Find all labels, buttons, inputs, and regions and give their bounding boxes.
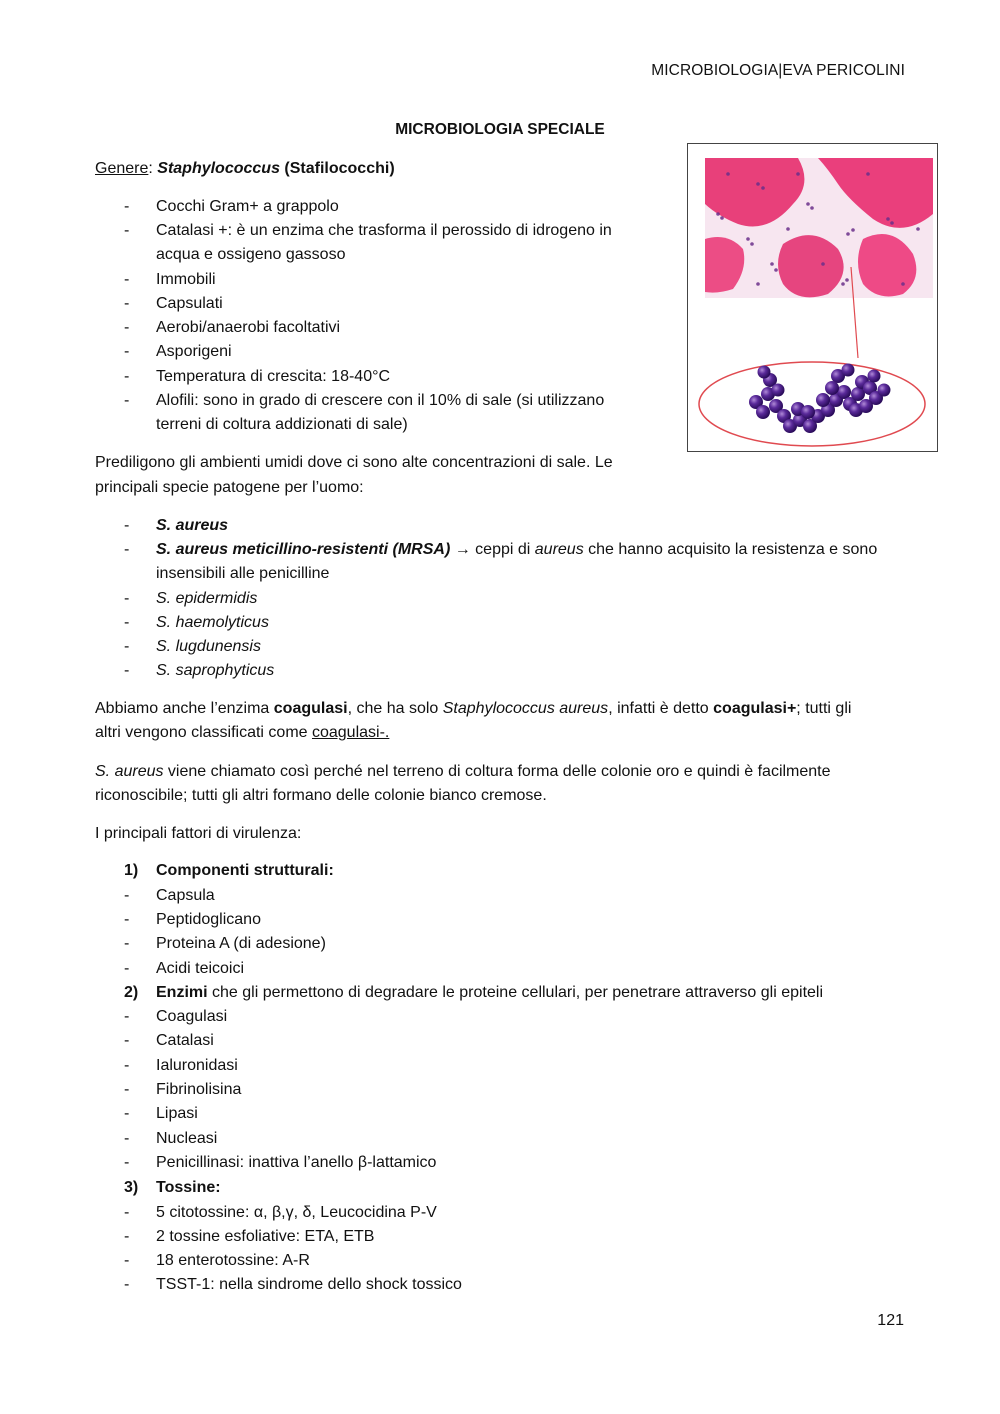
aureus-paragraph-line: S. aureus viene chiamato così perché nel terreno di coltura forma delle colonie oro e quindi è facilmente xyxy=(95,763,831,780)
feature-item: Immobili xyxy=(156,271,216,288)
section-number: 2) xyxy=(124,984,139,1001)
list-dash: - xyxy=(124,1081,130,1098)
page-header: MICROBIOLOGIA|EVA PERICOLINI xyxy=(651,62,905,79)
feature-item: Temperatura di crescita: 18-40°C xyxy=(156,368,391,385)
enzyme-item: Fibrinolisina xyxy=(156,1081,242,1098)
species-item-mrsa-continued: insensibili alle penicilline xyxy=(156,565,330,582)
section-heading-structural: Componenti strutturali: xyxy=(156,862,334,879)
list-dash: - xyxy=(124,1057,130,1074)
section-number: 1) xyxy=(124,862,139,879)
structural-item: Acidi teicoici xyxy=(156,960,245,977)
coagulase-paragraph-line: Abbiamo anche l’enzima coagulasi, che ha solo Staphylococcus aureus, infatti è detto coagulasi+; tutti gli xyxy=(95,700,852,717)
feature-item: Catalasi +: è un enzima che trasforma il perossido di idrogeno in xyxy=(156,222,612,239)
list-dash: - xyxy=(124,541,130,558)
list-dash: - xyxy=(124,319,130,336)
species-item: S. aureus xyxy=(156,517,229,534)
list-dash: - xyxy=(124,1154,130,1171)
enzyme-item: Penicillinasi: inattiva l’anello β-lattamico xyxy=(156,1154,437,1171)
feature-item: Capsulati xyxy=(156,295,223,312)
intro-paragraph-line: principali specie patogene per l’uomo: xyxy=(95,479,364,496)
list-dash: - xyxy=(124,1276,130,1293)
list-dash: - xyxy=(124,911,130,928)
structural-item: Capsula xyxy=(156,887,215,904)
list-dash: - xyxy=(124,271,130,288)
list-dash: - xyxy=(124,638,130,655)
toxin-item: 5 citotossine: α, β,γ, δ, Leucocidina P-V xyxy=(156,1204,437,1221)
enzyme-item: Lipasi xyxy=(156,1105,198,1122)
intro-paragraph-line: Prediligono gli ambienti umidi dove ci sono alte concentrazioni di sale. Le xyxy=(95,454,613,471)
list-dash: - xyxy=(124,1130,130,1147)
list-dash: - xyxy=(124,1228,130,1245)
enzyme-item: Nucleasi xyxy=(156,1130,218,1147)
list-dash: - xyxy=(124,1204,130,1221)
list-dash: - xyxy=(124,368,130,385)
list-dash: - xyxy=(124,517,130,534)
toxin-item: 18 enterotossine: A-R xyxy=(156,1252,310,1269)
section-heading-enzymes: Enzimi che gli permettono di degradare le proteine cellulari, per penetrare attraverso gli epiteli xyxy=(156,984,824,1001)
page-title: MICROBIOLOGIA SPECIALE xyxy=(395,121,605,138)
feature-item: Alofili: sono in grado di crescere con il 10% di sale (si utilizzano xyxy=(156,392,605,409)
species-item: S. saprophyticus xyxy=(156,662,275,679)
list-dash: - xyxy=(124,343,130,360)
list-dash: - xyxy=(124,662,130,679)
section-heading-toxins: Tossine: xyxy=(156,1179,221,1196)
enzyme-item: Ialuronidasi xyxy=(156,1057,238,1074)
genus-name: Staphylococcus xyxy=(157,160,280,177)
species-item: S. lugdunensis xyxy=(156,638,261,655)
toxin-item: 2 tossine esfoliative: ETA, ETB xyxy=(156,1228,375,1245)
enzyme-item: Coagulasi xyxy=(156,1008,228,1025)
list-dash: - xyxy=(124,222,130,239)
micrograph-illustration xyxy=(688,144,937,451)
list-dash: - xyxy=(124,614,130,631)
list-dash: - xyxy=(124,935,130,952)
list-dash: - xyxy=(124,1252,130,1269)
list-dash: - xyxy=(124,1032,130,1049)
feature-item: Aerobi/anaerobi facoltativi xyxy=(156,319,341,336)
feature-item: Asporigeni xyxy=(156,343,232,360)
enzyme-item: Catalasi xyxy=(156,1032,214,1049)
list-dash: - xyxy=(124,1105,130,1122)
structural-item: Peptidoglicano xyxy=(156,911,261,928)
coagulase-paragraph-line: altri vengono classificati come coagulasi-. xyxy=(95,724,390,741)
toxin-item: TSST-1: nella sindrome dello shock tossico xyxy=(156,1276,462,1293)
genus-label: Genere xyxy=(95,160,149,177)
aureus-paragraph-line: riconoscibile; tutti gli altri formano delle colonie bianco cremose. xyxy=(95,787,547,804)
list-dash: - xyxy=(124,960,130,977)
feature-item: Cocchi Gram+ a grappolo xyxy=(156,198,339,215)
virulence-intro: I principali fattori di virulenza: xyxy=(95,825,302,842)
species-item: S. haemolyticus xyxy=(156,614,269,631)
list-dash: - xyxy=(124,295,130,312)
feature-item: acqua e ossigeno gassoso xyxy=(156,246,346,263)
feature-item: terreni di coltura addizionati di sale) xyxy=(156,416,408,433)
staphylococcus-micrograph-figure xyxy=(687,143,938,452)
list-dash: - xyxy=(124,198,130,215)
species-item-mrsa: S. aureus meticillino-resistenti (MRSA) → ceppi di aureus che hanno acquisito la resistenza e sono xyxy=(156,541,878,558)
list-dash: - xyxy=(124,590,130,607)
page-number: 121 xyxy=(877,1312,904,1329)
species-item: S. epidermidis xyxy=(156,590,258,607)
genus-heading: Genere: Staphylococcus (Stafilococchi) xyxy=(95,160,395,177)
structural-item: Proteina A (di adesione) xyxy=(156,935,326,952)
list-dash: - xyxy=(124,887,130,904)
list-dash: - xyxy=(124,392,130,409)
list-dash: - xyxy=(124,1008,130,1025)
section-number: 3) xyxy=(124,1179,139,1196)
